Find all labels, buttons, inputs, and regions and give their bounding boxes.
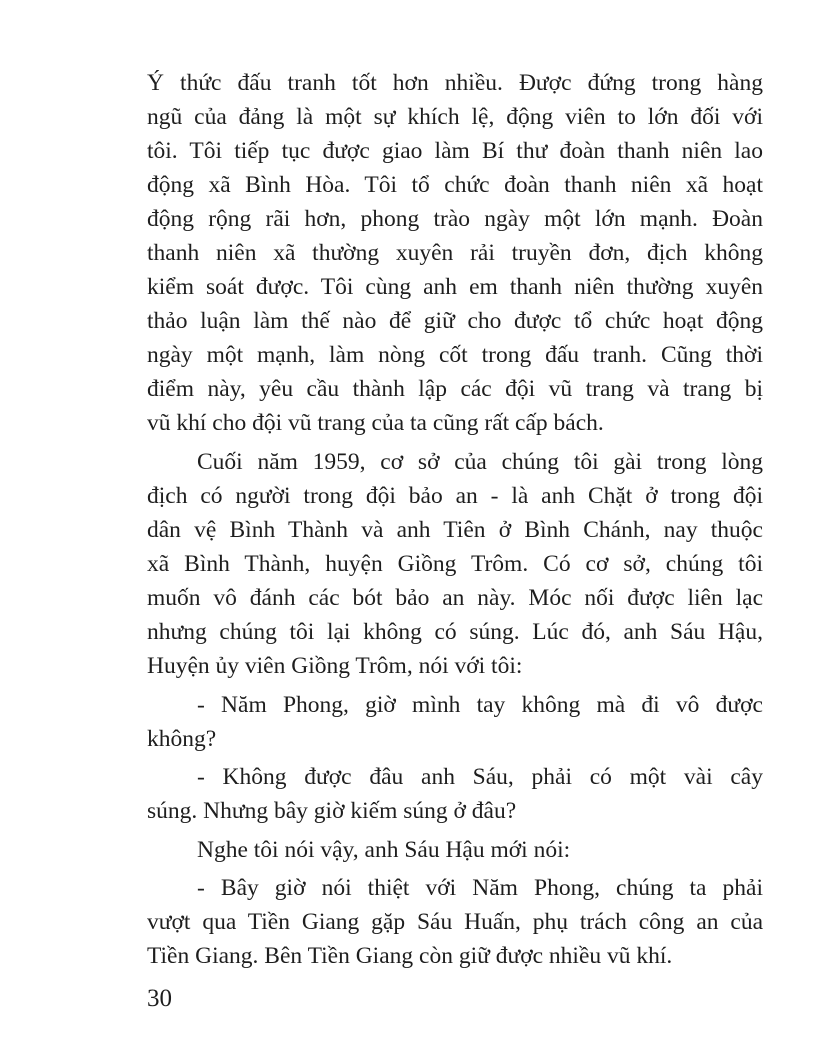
text-line: muốn vô đánh các bót bảo an này. Móc nối được liên lạc [147, 585, 763, 611]
text-line: - Năm Phong, giờ mình tay không mà đi vô được [197, 692, 763, 718]
text-line: địch có người trong đội bảo an - là anh Chặt ở trong đội [147, 483, 763, 509]
text-line: - Bây giờ nói thiệt với Năm Phong, chúng ta phải [197, 875, 763, 901]
text-line: dân vệ Bình Thành và anh Tiên ở Bình Chánh, nay thuộc [147, 517, 763, 543]
text-line: vượt qua Tiền Giang gặp Sáu Huấn, phụ trách công an của [147, 909, 763, 935]
text-line: xã Bình Thành, huyện Giồng Trôm. Có cơ sở, chúng tôi [147, 551, 763, 577]
page-number: 30 [147, 985, 172, 1012]
text-line: Nghe tôi nói vậy, anh Sáu Hậu mới nói: [197, 837, 571, 863]
text-line: động rộng rãi hơn, phong trào ngày một lớn mạnh. Đoàn [147, 206, 763, 232]
text-line: không? [147, 726, 217, 752]
text-line: - Không được đâu anh Sáu, phải có một vài cây [197, 764, 763, 790]
text-line: thanh niên xã thường xuyên rải truyền đơn, địch không [147, 240, 763, 266]
text-line: tôi. Tôi tiếp tục được giao làm Bí thư đoàn thanh niên lao [147, 138, 763, 164]
text-line: nhưng chúng tôi lại không có súng. Lúc đó, anh Sáu Hậu, [147, 619, 763, 645]
text-line: súng. Nhưng bây giờ kiếm súng ở đâu? [147, 798, 517, 824]
text-line: ngũ của đảng là một sự khích lệ, động viên to lớn đối với [147, 104, 763, 130]
text-line: Huyện ủy viên Giồng Trôm, nói với tôi: [147, 653, 523, 679]
text-line: ngày một mạnh, làm nòng cốt trong đấu tranh. Cũng thời [147, 342, 763, 368]
text-line: kiểm soát được. Tôi cùng anh em thanh niên thường xuyên [147, 274, 763, 300]
text-line: Cuối năm 1959, cơ sở của chúng tôi gài trong lòng [197, 449, 763, 475]
text-line: vũ khí cho đội vũ trang của ta cũng rất cấp bách. [147, 410, 604, 436]
text-line: điểm này, yêu cầu thành lập các đội vũ trang và trang bị [147, 376, 763, 402]
text-line: Ý thức đấu tranh tốt hơn nhiều. Được đứng trong hàng [147, 70, 763, 96]
text-line: động xã Bình Hòa. Tôi tổ chức đoàn thanh niên xã hoạt [147, 172, 763, 198]
text-line: Tiền Giang. Bên Tiền Giang còn giữ được nhiều vũ khí. [147, 943, 673, 969]
text-line: thảo luận làm thế nào để giữ cho được tổ chức hoạt động [147, 308, 763, 334]
